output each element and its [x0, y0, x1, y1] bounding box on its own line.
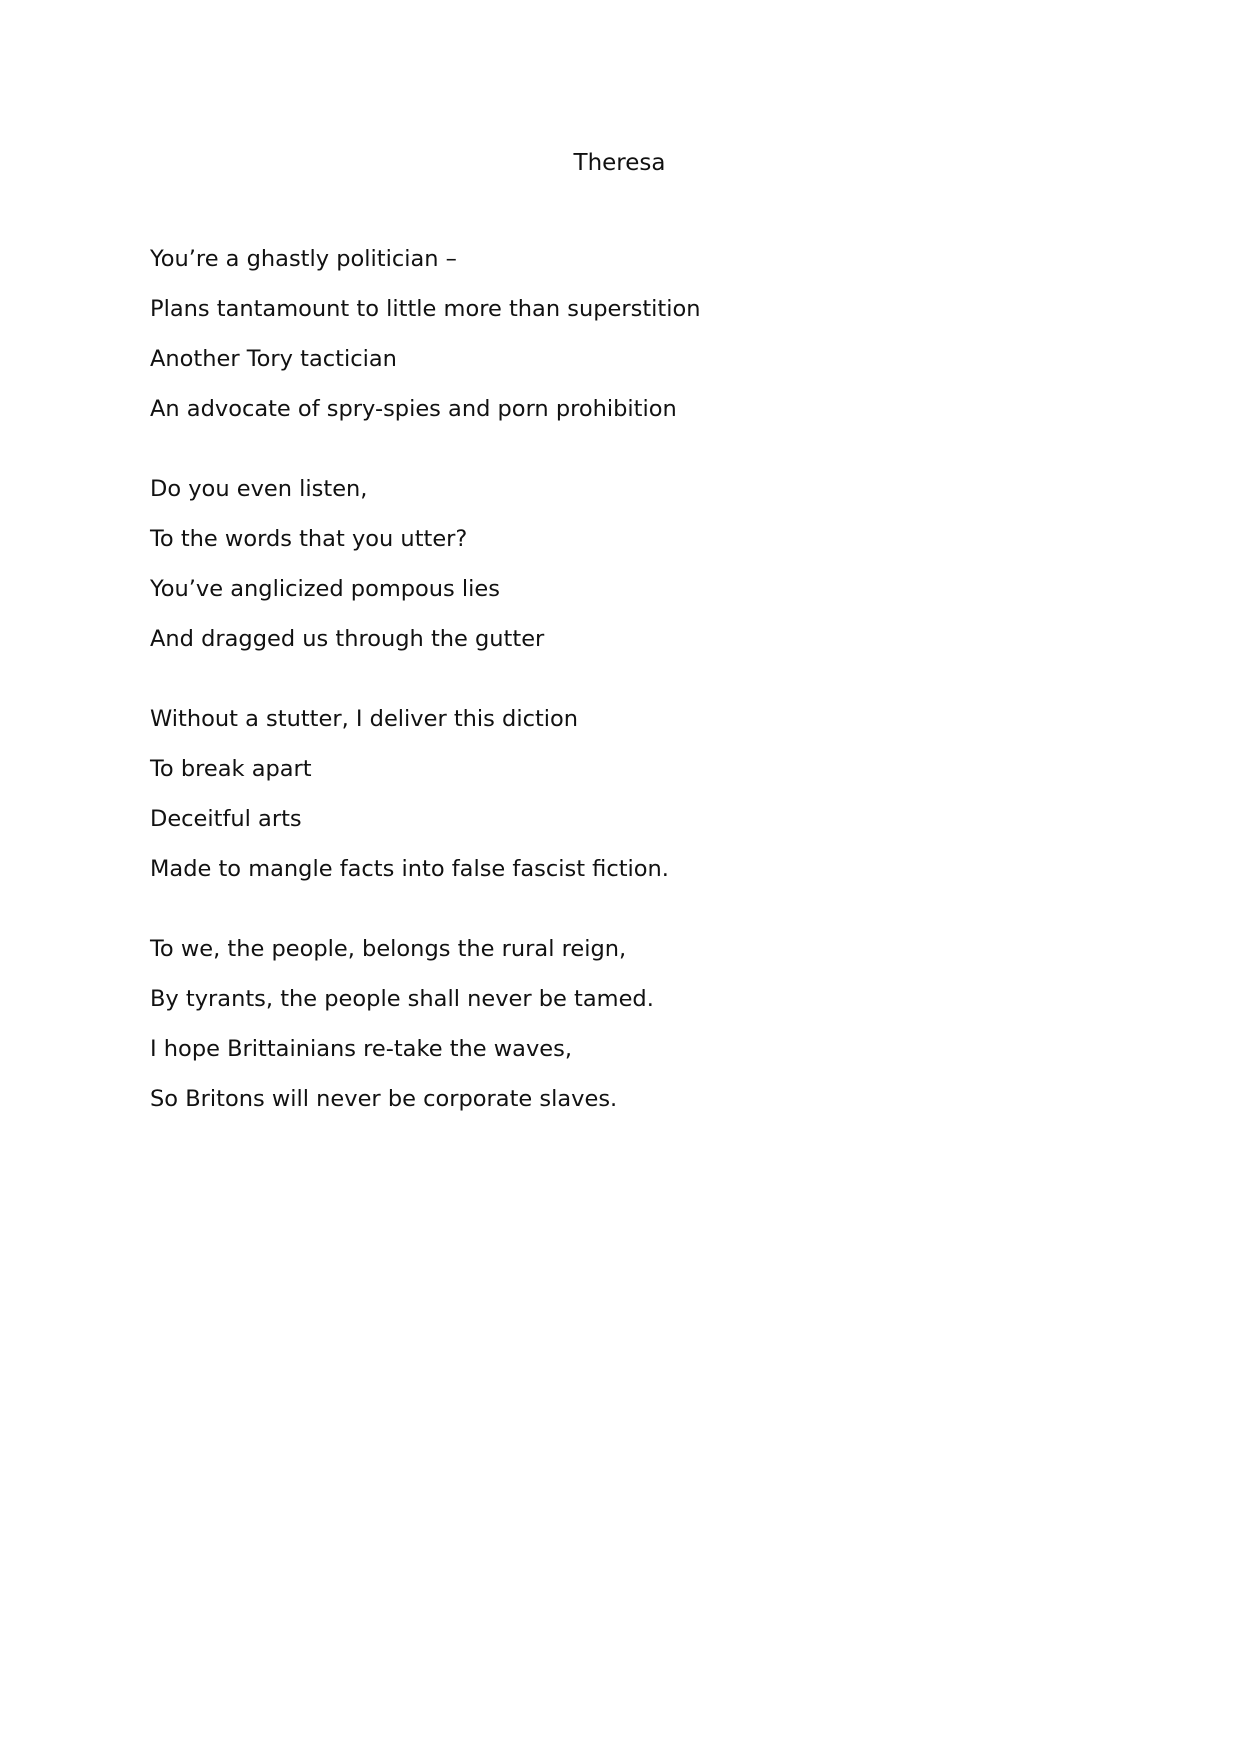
stanza-2 — [150, 474, 1100, 654]
stanza-4 — [150, 934, 1100, 1114]
poem-line: I hope Brittainians re-take the waves, — [150, 1036, 572, 1062]
poem-line: To the words that you utter? — [150, 526, 468, 552]
poem-line: To break apart — [150, 756, 312, 782]
poem-line: By tyrants, the people shall never be tamed. — [150, 986, 654, 1012]
poem-line: Made to mangle facts into false fascist fiction. — [150, 856, 669, 882]
poem-line: Plans tantamount to little more than superstition — [150, 296, 701, 322]
poem-line: To we, the people, belongs the rural reign, — [150, 936, 627, 962]
poem-line: And dragged us through the gutter — [150, 626, 545, 652]
poem-title-container — [0, 148, 1239, 178]
poem-line: You’re a ghastly politician – — [150, 246, 457, 272]
poem-line: Do you even listen, — [150, 476, 368, 502]
poem-line: So Britons will never be corporate slaves. — [150, 1086, 618, 1112]
stanza-1 — [150, 244, 1100, 424]
poem-line: Without a stutter, I deliver this diction — [150, 706, 579, 732]
poem-line: An advocate of spry-spies and porn prohibition — [150, 396, 677, 422]
poem-title: Theresa — [573, 150, 666, 176]
poem-line: Deceitful arts — [150, 806, 302, 832]
poem-line: You’ve anglicized pompous lies — [150, 576, 501, 602]
stanza-3 — [150, 704, 1100, 884]
poem-line: Another Tory tactician — [150, 346, 397, 372]
poem-body — [150, 244, 1100, 1164]
